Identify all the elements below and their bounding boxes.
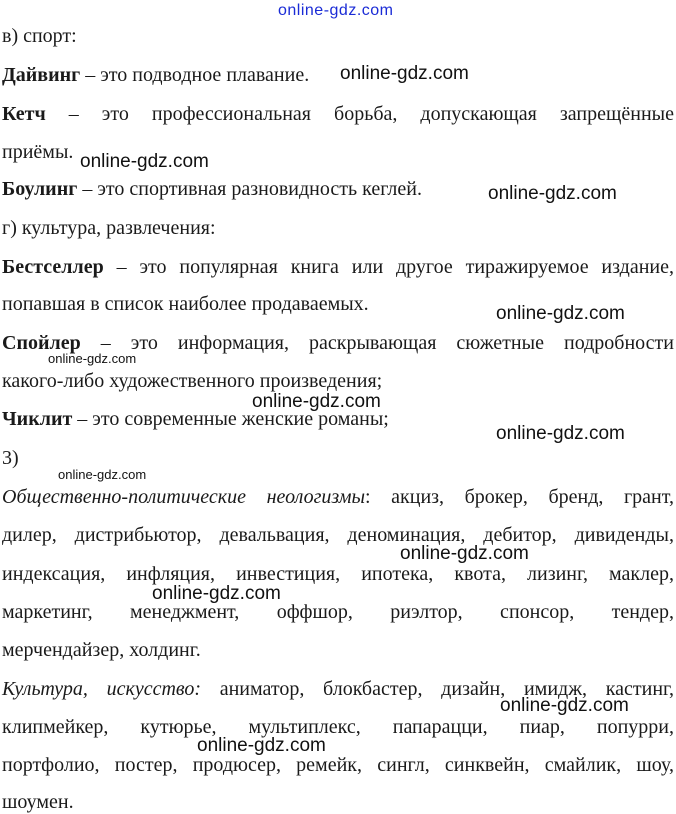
term-diving: Дайвинг [2,64,81,86]
section-g-heading: г) культура, развлечения: [2,217,216,239]
term-bestseller: Бестселлер [2,256,104,278]
header-watermark: online-gdz.com [278,2,394,19]
watermark: online-gdz.com [58,467,147,482]
watermark: online-gdz.com [80,151,209,172]
spoiler-continuation: какого-либо художественного произведения; [2,370,383,392]
political-line-2: дилер, дистрибьютор, девальвация, деноминация, дебитор, дивиденды, [2,524,674,546]
political-line-5: мерчендайзер, холдинг. [2,639,201,661]
culture-text-1: аниматор, блокбастер, дизайн, имидж, кастинг, [200,678,674,700]
def-diving: – это подводное плавание. [80,64,310,86]
bestseller-continuation: попавшая в список наиболее продаваемых. [2,293,369,315]
term-spoiler: Спойлер [2,332,81,354]
entry-bestseller [2,255,674,279]
def-chicklit: – это современные женские романы; [72,408,389,430]
entry-ketch [2,102,674,126]
watermark: online-gdz.com [496,423,625,444]
political-line-3: индексация, инфляция, инвестиция, ипотека, квота, лизинг, маклер, [2,563,674,585]
watermark: online-gdz.com [340,63,469,84]
watermark: online-gdz.com [197,735,326,756]
watermark: online-gdz.com [252,391,381,412]
def-bowling: – это спортивная разновидность кеглей. [77,178,422,200]
def-bestseller: – это популярная книга или другое тиражируемое издание, [103,256,674,278]
political-line-1 [2,485,674,509]
political-line-4: маркетинг, менеджмент, оффшор, риэлтор, спонсор, тендер, [2,601,674,623]
term-ketch: Кетч [2,103,46,125]
watermark: online-gdz.com [152,583,281,604]
section-3-heading: 3) [2,447,19,469]
watermark: online-gdz.com [48,351,137,366]
entry-diving [2,63,674,87]
culture-line-3: портфолио, постер, продюсер, ремейк, сингл, синквейн, смайлик, шоу, [2,754,674,776]
section-v-heading: в) спорт: [2,25,77,47]
political-text-1: : акциз, брокер, бренд, грант, [365,486,674,508]
def-spoiler: – это информация, раскрывающая сюжетные подробности [80,332,674,354]
term-bowling: Боулинг [2,178,78,200]
culture-line-4: шоумен. [2,791,74,813]
culture-line-2: клипмейкер, кутюрье, мультиплекс, папарацци, пиар, попурри, [2,716,674,738]
term-chicklit: Чиклит [2,408,73,430]
watermark: online-gdz.com [496,303,625,324]
political-label: Общественно-политические неологизмы [2,486,366,508]
def-ketch: – это профессиональная борьба, допускающая запрещённые [45,103,674,125]
watermark: online-gdz.com [488,183,617,204]
watermark: online-gdz.com [500,695,629,716]
watermark: online-gdz.com [400,543,529,564]
culture-label: Культура, искусство: [2,678,201,700]
ketch-continuation: приёмы. [2,141,74,163]
